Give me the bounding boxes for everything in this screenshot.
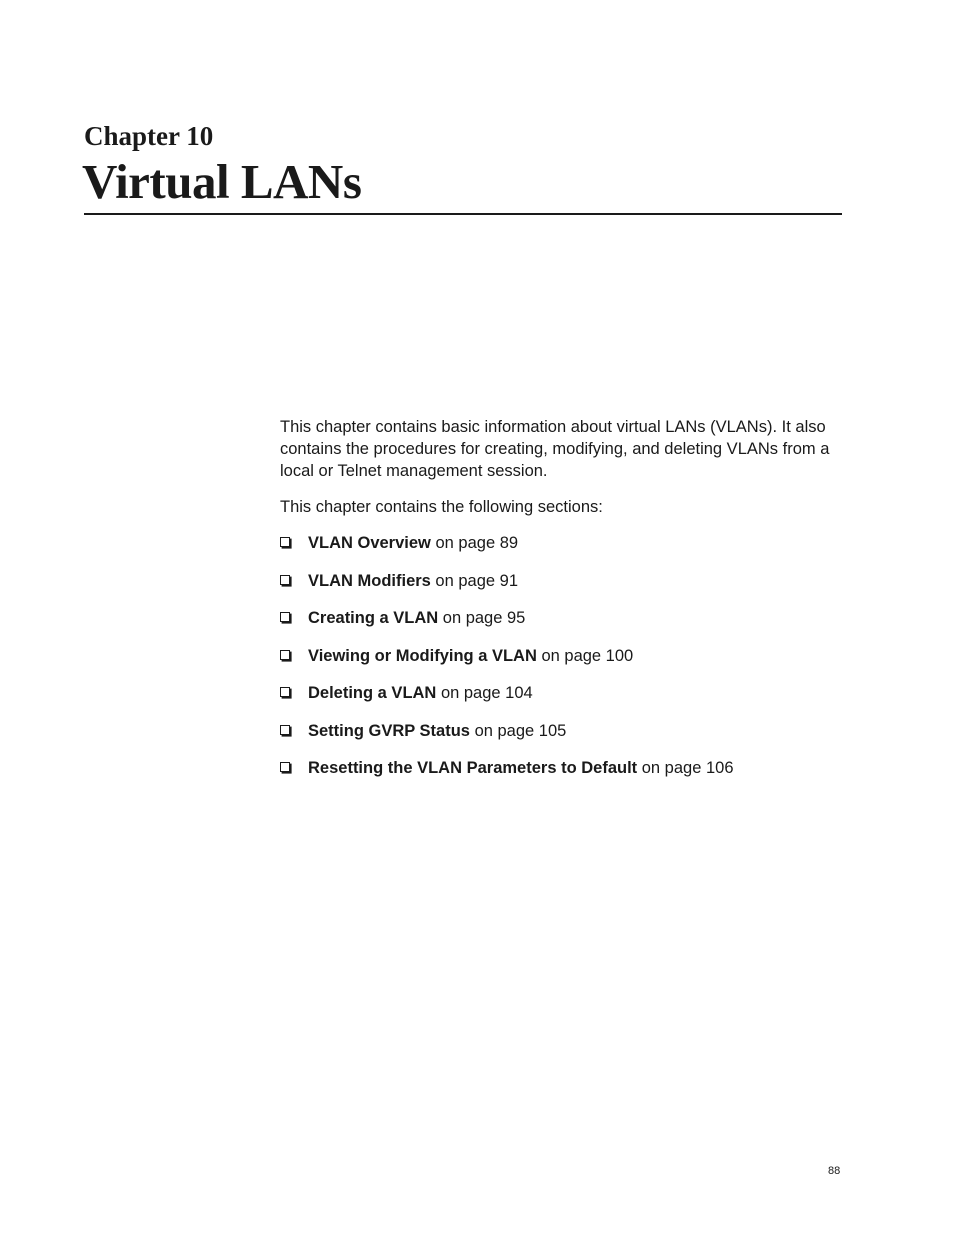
list-item[interactable] [252, 720, 840, 758]
checkbox-icon [280, 650, 290, 660]
list-item[interactable] [252, 645, 840, 683]
page-reference: on page 95 [438, 609, 526, 627]
list-item[interactable] [252, 682, 840, 720]
chapter-title: Virtual LANs [82, 154, 362, 209]
checkbox-icon [280, 537, 290, 547]
chapter-label: Chapter 10 [84, 121, 214, 151]
chapter-intro [280, 416, 840, 795]
section-link[interactable]: Resetting the VLAN Parameters to Default [308, 759, 638, 777]
page-reference: on page 104 [436, 684, 533, 702]
checkbox-icon [280, 725, 290, 735]
section-link[interactable]: Deleting a VLAN [308, 684, 437, 702]
title-divider [84, 213, 842, 215]
section-link[interactable]: Creating a VLAN [308, 609, 439, 627]
section-list [280, 532, 840, 795]
section-link[interactable]: VLAN Modifiers [308, 571, 431, 590]
checkbox-icon [280, 575, 290, 585]
checkbox-icon [280, 762, 290, 772]
page-reference: on page 105 [469, 721, 567, 740]
intro-paragraph: This chapter contains basic information about virtual LANs (VLANs). It also contains the procedures for creating, modifying, and deleting VLANs from a local or Telnet management session. [280, 418, 830, 480]
section-link[interactable]: Setting GVRP Status [308, 721, 470, 740]
list-item[interactable] [252, 532, 840, 570]
page-number: 88 [828, 1165, 841, 1177]
section-link[interactable]: Viewing or Modifying a VLAN [308, 646, 537, 665]
list-item[interactable] [252, 570, 840, 608]
page-reference: on page 91 [430, 571, 519, 590]
list-item[interactable] [252, 757, 840, 795]
list-item[interactable] [252, 607, 840, 645]
page-reference: on page 100 [536, 646, 634, 665]
page-reference: on page 89 [430, 534, 519, 552]
sections-lead: This chapter contains the following sections: [280, 498, 603, 516]
checkbox-icon [280, 612, 290, 622]
page-reference: on page 106 [637, 759, 734, 777]
section-link[interactable]: VLAN Overview [308, 534, 431, 552]
checkbox-icon [280, 687, 290, 697]
